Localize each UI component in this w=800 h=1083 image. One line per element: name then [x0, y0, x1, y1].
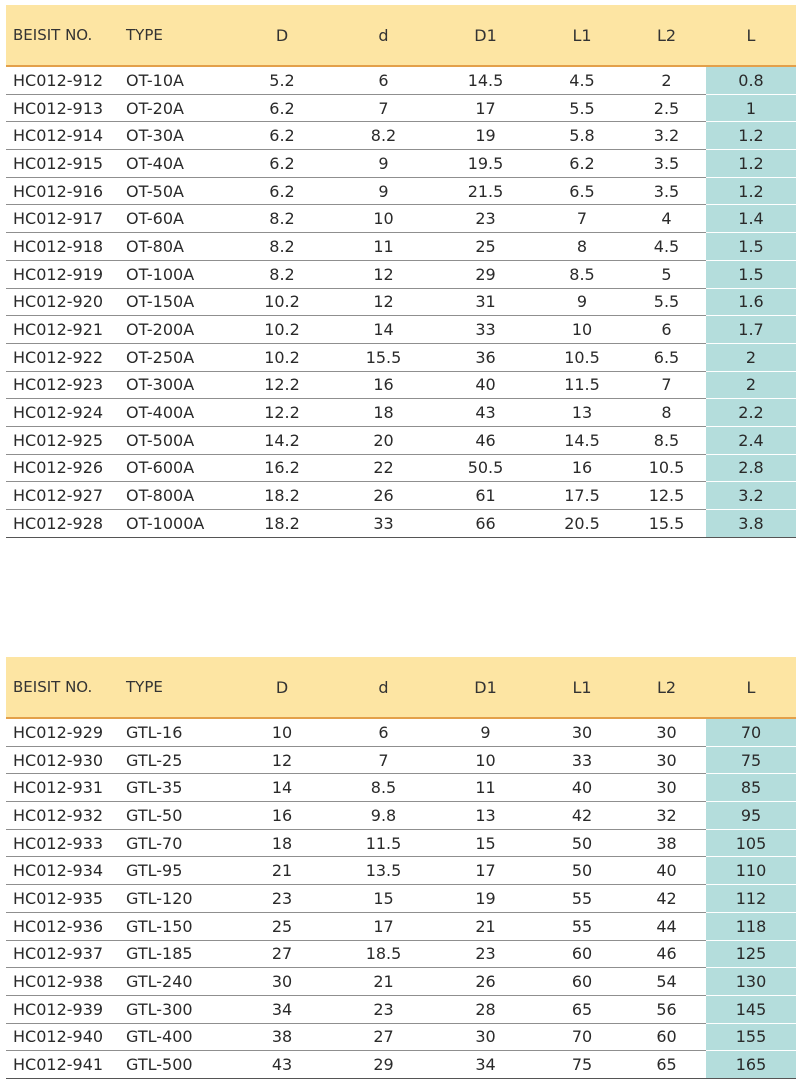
cell-beisit-no: HC012-936 [6, 912, 124, 940]
cell-L2: 8.5 [627, 426, 706, 454]
table-row [6, 150, 796, 178]
table-row [6, 260, 796, 288]
column-header-type: TYPE [124, 657, 231, 718]
cell-L: 1.7 [706, 316, 796, 344]
cell-d-small: 9.8 [333, 802, 434, 830]
cell-L1: 10.5 [537, 343, 627, 371]
cell-L1: 7 [537, 205, 627, 233]
cell-type: OT-800A [124, 482, 231, 510]
cell-L1: 50 [537, 829, 627, 857]
cell-L2: 4 [627, 205, 706, 233]
cell-D1: 50.5 [434, 454, 537, 482]
cell-L1: 55 [537, 885, 627, 913]
cell-L2: 2 [627, 66, 706, 94]
cell-d-small: 11.5 [333, 829, 434, 857]
cell-D: 8.2 [231, 260, 333, 288]
cell-L2: 6 [627, 316, 706, 344]
cell-L1: 14.5 [537, 426, 627, 454]
cell-L1: 70 [537, 1023, 627, 1051]
cell-D1: 29 [434, 260, 537, 288]
cell-D1: 61 [434, 482, 537, 510]
column-header-L2: L2 [627, 657, 706, 718]
cell-d-small: 15 [333, 885, 434, 913]
cell-D1: 13 [434, 802, 537, 830]
table-row [6, 940, 796, 968]
cell-d-small: 7 [333, 94, 434, 122]
cell-L1: 60 [537, 940, 627, 968]
cell-L2: 30 [627, 746, 706, 774]
cell-beisit-no: HC012-925 [6, 426, 124, 454]
cell-L2: 32 [627, 802, 706, 830]
cell-type: GTL-150 [124, 912, 231, 940]
cell-L2: 30 [627, 718, 706, 746]
cell-d-small: 13.5 [333, 857, 434, 885]
cell-d-small: 17 [333, 912, 434, 940]
cell-D1: 14.5 [434, 66, 537, 94]
cell-L1: 50 [537, 857, 627, 885]
cell-type: GTL-500 [124, 1051, 231, 1079]
table-row [6, 510, 796, 538]
table-row [6, 802, 796, 830]
cell-D: 8.2 [231, 233, 333, 261]
cell-beisit-no: HC012-928 [6, 510, 124, 538]
cell-d-small: 12 [333, 260, 434, 288]
cell-L: 110 [706, 857, 796, 885]
cell-D1: 30 [434, 1023, 537, 1051]
cell-L2: 15.5 [627, 510, 706, 538]
spec-table-ot [6, 5, 796, 538]
table-row [6, 371, 796, 399]
cell-L2: 3.5 [627, 150, 706, 178]
cell-L: 95 [706, 802, 796, 830]
cell-L2: 2.5 [627, 94, 706, 122]
cell-D: 8.2 [231, 205, 333, 233]
table-row [6, 968, 796, 996]
table-row [6, 454, 796, 482]
cell-type: OT-1000A [124, 510, 231, 538]
cell-D: 23 [231, 885, 333, 913]
cell-D: 12.2 [231, 399, 333, 427]
cell-type: GTL-400 [124, 1023, 231, 1051]
table-row [6, 774, 796, 802]
cell-L2: 7 [627, 371, 706, 399]
cell-D: 18 [231, 829, 333, 857]
cell-D1: 17 [434, 857, 537, 885]
cell-beisit-no: HC012-912 [6, 66, 124, 94]
cell-type: GTL-120 [124, 885, 231, 913]
cell-L2: 40 [627, 857, 706, 885]
cell-beisit-no: HC012-939 [6, 995, 124, 1023]
cell-type: GTL-16 [124, 718, 231, 746]
cell-D1: 33 [434, 316, 537, 344]
cell-beisit-no: HC012-918 [6, 233, 124, 261]
cell-L: 1.2 [706, 177, 796, 205]
cell-beisit-no: HC012-926 [6, 454, 124, 482]
cell-L: 70 [706, 718, 796, 746]
cell-beisit-no: HC012-933 [6, 829, 124, 857]
cell-beisit-no: HC012-921 [6, 316, 124, 344]
cell-D1: 21.5 [434, 177, 537, 205]
cell-L2: 10.5 [627, 454, 706, 482]
cell-L2: 5 [627, 260, 706, 288]
cell-d-small: 6 [333, 66, 434, 94]
cell-d-small: 8.2 [333, 122, 434, 150]
cell-D: 10.2 [231, 288, 333, 316]
cell-d-small: 16 [333, 371, 434, 399]
cell-D1: 31 [434, 288, 537, 316]
cell-L1: 33 [537, 746, 627, 774]
cell-beisit-no: HC012-931 [6, 774, 124, 802]
cell-d-small: 23 [333, 995, 434, 1023]
cell-L: 130 [706, 968, 796, 996]
cell-L2: 60 [627, 1023, 706, 1051]
table-row [6, 66, 796, 94]
table-row [6, 995, 796, 1023]
cell-L2: 38 [627, 829, 706, 857]
cell-beisit-no: HC012-941 [6, 1051, 124, 1079]
cell-L1: 20.5 [537, 510, 627, 538]
cell-D1: 23 [434, 940, 537, 968]
cell-d-small: 9 [333, 177, 434, 205]
column-header-beisit-no: BEISIT NO. [6, 657, 124, 718]
cell-D1: 10 [434, 746, 537, 774]
table-row [6, 857, 796, 885]
cell-L2: 44 [627, 912, 706, 940]
column-header-L1: L1 [537, 657, 627, 718]
cell-beisit-no: HC012-934 [6, 857, 124, 885]
cell-beisit-no: HC012-920 [6, 288, 124, 316]
cell-type: GTL-240 [124, 968, 231, 996]
cell-D: 6.2 [231, 150, 333, 178]
cell-beisit-no: HC012-917 [6, 205, 124, 233]
cell-D1: 28 [434, 995, 537, 1023]
cell-d-small: 9 [333, 150, 434, 178]
cell-L1: 9 [537, 288, 627, 316]
cell-L: 1.2 [706, 122, 796, 150]
cell-beisit-no: HC012-940 [6, 1023, 124, 1051]
cell-L: 2.4 [706, 426, 796, 454]
cell-D1: 43 [434, 399, 537, 427]
cell-type: GTL-70 [124, 829, 231, 857]
cell-L: 1.2 [706, 150, 796, 178]
cell-d-small: 18 [333, 399, 434, 427]
table-header [6, 657, 796, 718]
cell-type: OT-20A [124, 94, 231, 122]
cell-D: 25 [231, 912, 333, 940]
cell-L1: 8 [537, 233, 627, 261]
cell-L1: 55 [537, 912, 627, 940]
cell-D: 6.2 [231, 177, 333, 205]
cell-d-small: 7 [333, 746, 434, 774]
cell-L1: 40 [537, 774, 627, 802]
cell-L1: 6.5 [537, 177, 627, 205]
cell-L1: 30 [537, 718, 627, 746]
cell-D1: 40 [434, 371, 537, 399]
cell-beisit-no: HC012-932 [6, 802, 124, 830]
cell-L1: 16 [537, 454, 627, 482]
cell-d-small: 6 [333, 718, 434, 746]
cell-L1: 17.5 [537, 482, 627, 510]
column-header-L: L [706, 657, 796, 718]
cell-d-small: 14 [333, 316, 434, 344]
table-row [6, 912, 796, 940]
table-row [6, 205, 796, 233]
table-row [6, 482, 796, 510]
cell-L2: 12.5 [627, 482, 706, 510]
cell-type: OT-250A [124, 343, 231, 371]
cell-L: 2.8 [706, 454, 796, 482]
cell-type: OT-80A [124, 233, 231, 261]
cell-D1: 19.5 [434, 150, 537, 178]
cell-beisit-no: HC012-919 [6, 260, 124, 288]
cell-L2: 4.5 [627, 233, 706, 261]
table-row [6, 343, 796, 371]
cell-L: 145 [706, 995, 796, 1023]
cell-L1: 60 [537, 968, 627, 996]
cell-type: OT-600A [124, 454, 231, 482]
cell-D1: 36 [434, 343, 537, 371]
cell-L1: 5.5 [537, 94, 627, 122]
column-header-L: L [706, 5, 796, 66]
cell-beisit-no: HC012-935 [6, 885, 124, 913]
cell-L2: 42 [627, 885, 706, 913]
cell-D1: 17 [434, 94, 537, 122]
cell-L1: 8.5 [537, 260, 627, 288]
cell-d-small: 29 [333, 1051, 434, 1079]
cell-L2: 3.5 [627, 177, 706, 205]
cell-D: 38 [231, 1023, 333, 1051]
cell-D: 21 [231, 857, 333, 885]
cell-L: 112 [706, 885, 796, 913]
cell-beisit-no: HC012-923 [6, 371, 124, 399]
cell-d-small: 11 [333, 233, 434, 261]
cell-L1: 65 [537, 995, 627, 1023]
cell-L: 118 [706, 912, 796, 940]
spec-table-gtl [6, 657, 796, 1079]
cell-beisit-no: HC012-915 [6, 150, 124, 178]
cell-L: 1 [706, 94, 796, 122]
cell-L2: 3.2 [627, 122, 706, 150]
cell-type: OT-50A [124, 177, 231, 205]
column-header-D: D [231, 657, 333, 718]
cell-L: 85 [706, 774, 796, 802]
cell-L2: 65 [627, 1051, 706, 1079]
cell-D: 16 [231, 802, 333, 830]
cell-L: 1.5 [706, 260, 796, 288]
cell-beisit-no: HC012-913 [6, 94, 124, 122]
cell-D: 12 [231, 746, 333, 774]
table-header [6, 5, 796, 66]
cell-L1: 5.8 [537, 122, 627, 150]
table-body [6, 718, 796, 1078]
cell-L2: 54 [627, 968, 706, 996]
cell-L: 1.5 [706, 233, 796, 261]
table-row [6, 426, 796, 454]
table-row [6, 122, 796, 150]
table-row [6, 1023, 796, 1051]
cell-d-small: 8.5 [333, 774, 434, 802]
cell-L: 2 [706, 371, 796, 399]
cell-L: 3.2 [706, 482, 796, 510]
cell-D: 5.2 [231, 66, 333, 94]
cell-L1: 42 [537, 802, 627, 830]
cell-D: 18.2 [231, 510, 333, 538]
cell-D1: 15 [434, 829, 537, 857]
cell-beisit-no: HC012-916 [6, 177, 124, 205]
cell-D1: 19 [434, 885, 537, 913]
table-row [6, 177, 796, 205]
cell-L: 125 [706, 940, 796, 968]
cell-L1: 4.5 [537, 66, 627, 94]
cell-d-small: 12 [333, 288, 434, 316]
table-row [6, 94, 796, 122]
cell-type: OT-400A [124, 399, 231, 427]
table-row [6, 288, 796, 316]
column-header-D1: D1 [434, 657, 537, 718]
cell-D: 27 [231, 940, 333, 968]
column-header-D1: D1 [434, 5, 537, 66]
cell-type: OT-300A [124, 371, 231, 399]
cell-L: 2 [706, 343, 796, 371]
header-row [6, 657, 796, 718]
cell-d-small: 27 [333, 1023, 434, 1051]
cell-beisit-no: HC012-914 [6, 122, 124, 150]
cell-d-small: 10 [333, 205, 434, 233]
cell-type: GTL-50 [124, 802, 231, 830]
cell-L: 75 [706, 746, 796, 774]
cell-D1: 26 [434, 968, 537, 996]
cell-beisit-no: HC012-938 [6, 968, 124, 996]
table-row [6, 746, 796, 774]
cell-D1: 19 [434, 122, 537, 150]
cell-type: OT-100A [124, 260, 231, 288]
cell-type: GTL-185 [124, 940, 231, 968]
cell-beisit-no: HC012-930 [6, 746, 124, 774]
cell-beisit-no: HC012-924 [6, 399, 124, 427]
cell-D: 14 [231, 774, 333, 802]
cell-type: OT-150A [124, 288, 231, 316]
cell-type: GTL-25 [124, 746, 231, 774]
cell-L1: 13 [537, 399, 627, 427]
cell-d-small: 21 [333, 968, 434, 996]
cell-type: OT-30A [124, 122, 231, 150]
cell-L2: 5.5 [627, 288, 706, 316]
cell-D: 30 [231, 968, 333, 996]
cell-L1: 6.2 [537, 150, 627, 178]
cell-d-small: 33 [333, 510, 434, 538]
cell-beisit-no: HC012-929 [6, 718, 124, 746]
cell-L: 155 [706, 1023, 796, 1051]
cell-D1: 11 [434, 774, 537, 802]
cell-L: 165 [706, 1051, 796, 1079]
cell-L1: 11.5 [537, 371, 627, 399]
cell-D: 14.2 [231, 426, 333, 454]
column-header-L1: L1 [537, 5, 627, 66]
cell-D: 43 [231, 1051, 333, 1079]
table-row [6, 399, 796, 427]
cell-L2: 8 [627, 399, 706, 427]
cell-L2: 46 [627, 940, 706, 968]
cell-type: GTL-35 [124, 774, 231, 802]
cell-L: 1.6 [706, 288, 796, 316]
column-header-d-small: d [333, 5, 434, 66]
cell-D: 10 [231, 718, 333, 746]
column-header-d-small: d [333, 657, 434, 718]
cell-D1: 25 [434, 233, 537, 261]
cell-beisit-no: HC012-922 [6, 343, 124, 371]
cell-D: 6.2 [231, 94, 333, 122]
cell-type: OT-500A [124, 426, 231, 454]
column-header-beisit-no: BEISIT NO. [6, 5, 124, 66]
table-row [6, 718, 796, 746]
cell-D1: 21 [434, 912, 537, 940]
cell-d-small: 22 [333, 454, 434, 482]
cell-type: OT-60A [124, 205, 231, 233]
table-row [6, 1051, 796, 1079]
cell-D1: 9 [434, 718, 537, 746]
cell-L: 3.8 [706, 510, 796, 538]
cell-D: 18.2 [231, 482, 333, 510]
cell-L: 0.8 [706, 66, 796, 94]
cell-D: 6.2 [231, 122, 333, 150]
cell-D: 34 [231, 995, 333, 1023]
cell-L: 2.2 [706, 399, 796, 427]
table-row [6, 233, 796, 261]
cell-d-small: 18.5 [333, 940, 434, 968]
cell-D1: 23 [434, 205, 537, 233]
cell-d-small: 26 [333, 482, 434, 510]
cell-D: 16.2 [231, 454, 333, 482]
cell-L1: 10 [537, 316, 627, 344]
table-row [6, 885, 796, 913]
cell-L2: 56 [627, 995, 706, 1023]
cell-L: 1.4 [706, 205, 796, 233]
column-header-L2: L2 [627, 5, 706, 66]
cell-D1: 46 [434, 426, 537, 454]
column-header-D: D [231, 5, 333, 66]
cell-d-small: 15.5 [333, 343, 434, 371]
cell-L: 105 [706, 829, 796, 857]
cell-type: GTL-300 [124, 995, 231, 1023]
cell-type: OT-10A [124, 66, 231, 94]
table-row [6, 829, 796, 857]
cell-L1: 75 [537, 1051, 627, 1079]
cell-type: OT-200A [124, 316, 231, 344]
cell-type: GTL-95 [124, 857, 231, 885]
cell-type: OT-40A [124, 150, 231, 178]
cell-D: 10.2 [231, 316, 333, 344]
cell-D: 12.2 [231, 371, 333, 399]
cell-beisit-no: HC012-927 [6, 482, 124, 510]
table-row [6, 316, 796, 344]
header-row [6, 5, 796, 66]
cell-D1: 66 [434, 510, 537, 538]
cell-D1: 34 [434, 1051, 537, 1079]
table-body [6, 66, 796, 537]
cell-beisit-no: HC012-937 [6, 940, 124, 968]
cell-L2: 6.5 [627, 343, 706, 371]
column-header-type: TYPE [124, 5, 231, 66]
cell-L2: 30 [627, 774, 706, 802]
cell-D: 10.2 [231, 343, 333, 371]
cell-d-small: 20 [333, 426, 434, 454]
